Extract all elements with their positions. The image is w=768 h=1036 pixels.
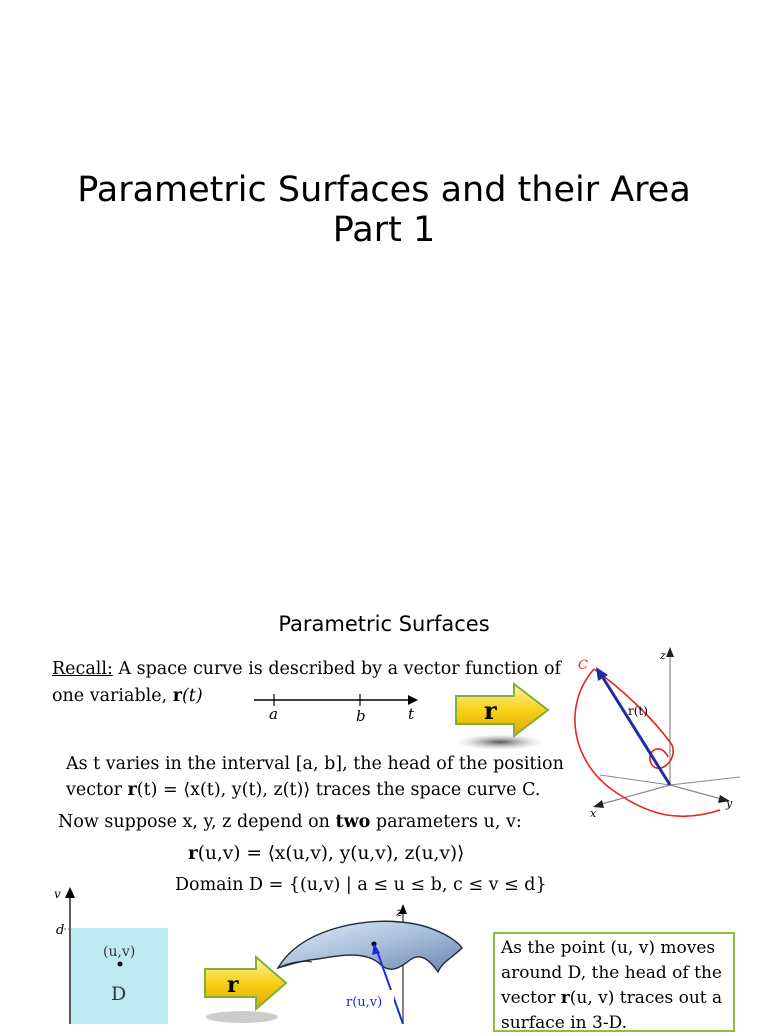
interval-line — [250, 688, 430, 724]
title-line-2: Part 1 — [332, 210, 436, 250]
title-line-1: Parametric Surfaces and their Area — [77, 170, 691, 210]
callout-line-4: surface in 3-D. — [501, 1013, 627, 1033]
mapping-label-top: r — [484, 696, 497, 725]
callout-line-1: As the point (u, v) moves — [501, 938, 716, 958]
curve-label: C — [578, 658, 588, 673]
interval-b: b — [356, 707, 366, 724]
section-title: Parametric Surfaces — [278, 612, 490, 636]
recall-r: r — [172, 686, 182, 706]
callout-line-3 — [501, 986, 727, 1011]
recall-label: Recall: — [52, 659, 113, 679]
vector-line — [66, 780, 540, 800]
axis-v-label: v — [54, 887, 61, 901]
callout-line3-post: (u, v) traces out a — [569, 988, 723, 1008]
vector-line-pre: vector — [66, 780, 128, 800]
callout-box — [493, 932, 735, 1032]
recall-line-2 — [52, 686, 203, 706]
now-suppose-pre: Now suppose x, y, z depend on — [58, 812, 336, 832]
curve-axis-z: z — [660, 649, 666, 662]
curve-axis-x: x — [590, 807, 597, 820]
two-bold: two — [335, 812, 371, 832]
domain-point — [118, 962, 123, 967]
interval-t: t — [408, 705, 415, 723]
surface-figure — [270, 900, 470, 1024]
tick-d-label: d — [56, 923, 65, 938]
surface-equation — [188, 843, 464, 864]
callout-line-2: around D, the head of the — [501, 963, 722, 983]
space-curve-figure — [560, 645, 755, 825]
recall-text: A space curve is described by a vector function of — [112, 659, 561, 679]
slide-title — [0, 170, 768, 250]
recall-line2-text: one variable, — [52, 686, 173, 706]
mapping-arrow-top — [452, 680, 552, 752]
surface-r: r — [188, 843, 198, 864]
surface-vector-label: r(u,v) — [346, 995, 383, 1010]
interval-a: a — [269, 705, 278, 723]
recall-t: (t) — [181, 686, 203, 706]
now-suppose-line — [58, 812, 522, 832]
mapping-label-bottom: r — [227, 972, 239, 998]
now-suppose-post: parameters u, v: — [370, 812, 522, 832]
curve-axis-y: y — [726, 797, 733, 810]
surface-axis-z: z — [396, 905, 403, 919]
domain-region-label: D — [111, 983, 127, 1005]
domain-region-labels — [71, 928, 168, 1024]
surface-eq: (u,v) = ⟨x(u,v), y(u,v), z(u,v)⟩ — [197, 843, 465, 864]
recall-line — [52, 659, 561, 679]
curve-vector-label: r(t) — [628, 704, 648, 718]
domain-point-label: (u,v) — [103, 944, 136, 960]
callout-line3-pre: vector — [501, 988, 561, 1008]
as-t-varies-line: As t varies in the interval [a, b], the head of the position — [66, 754, 564, 774]
domain-equation: Domain D = {(u,v) | a ≤ u ≤ b, c ≤ v ≤ d} — [175, 875, 547, 895]
vector-r: r — [127, 780, 137, 800]
callout-r: r — [560, 988, 570, 1008]
vector-line-rest: (t) = ⟨x(t), y(t), z(t)⟩ traces the space curve C. — [136, 780, 541, 800]
